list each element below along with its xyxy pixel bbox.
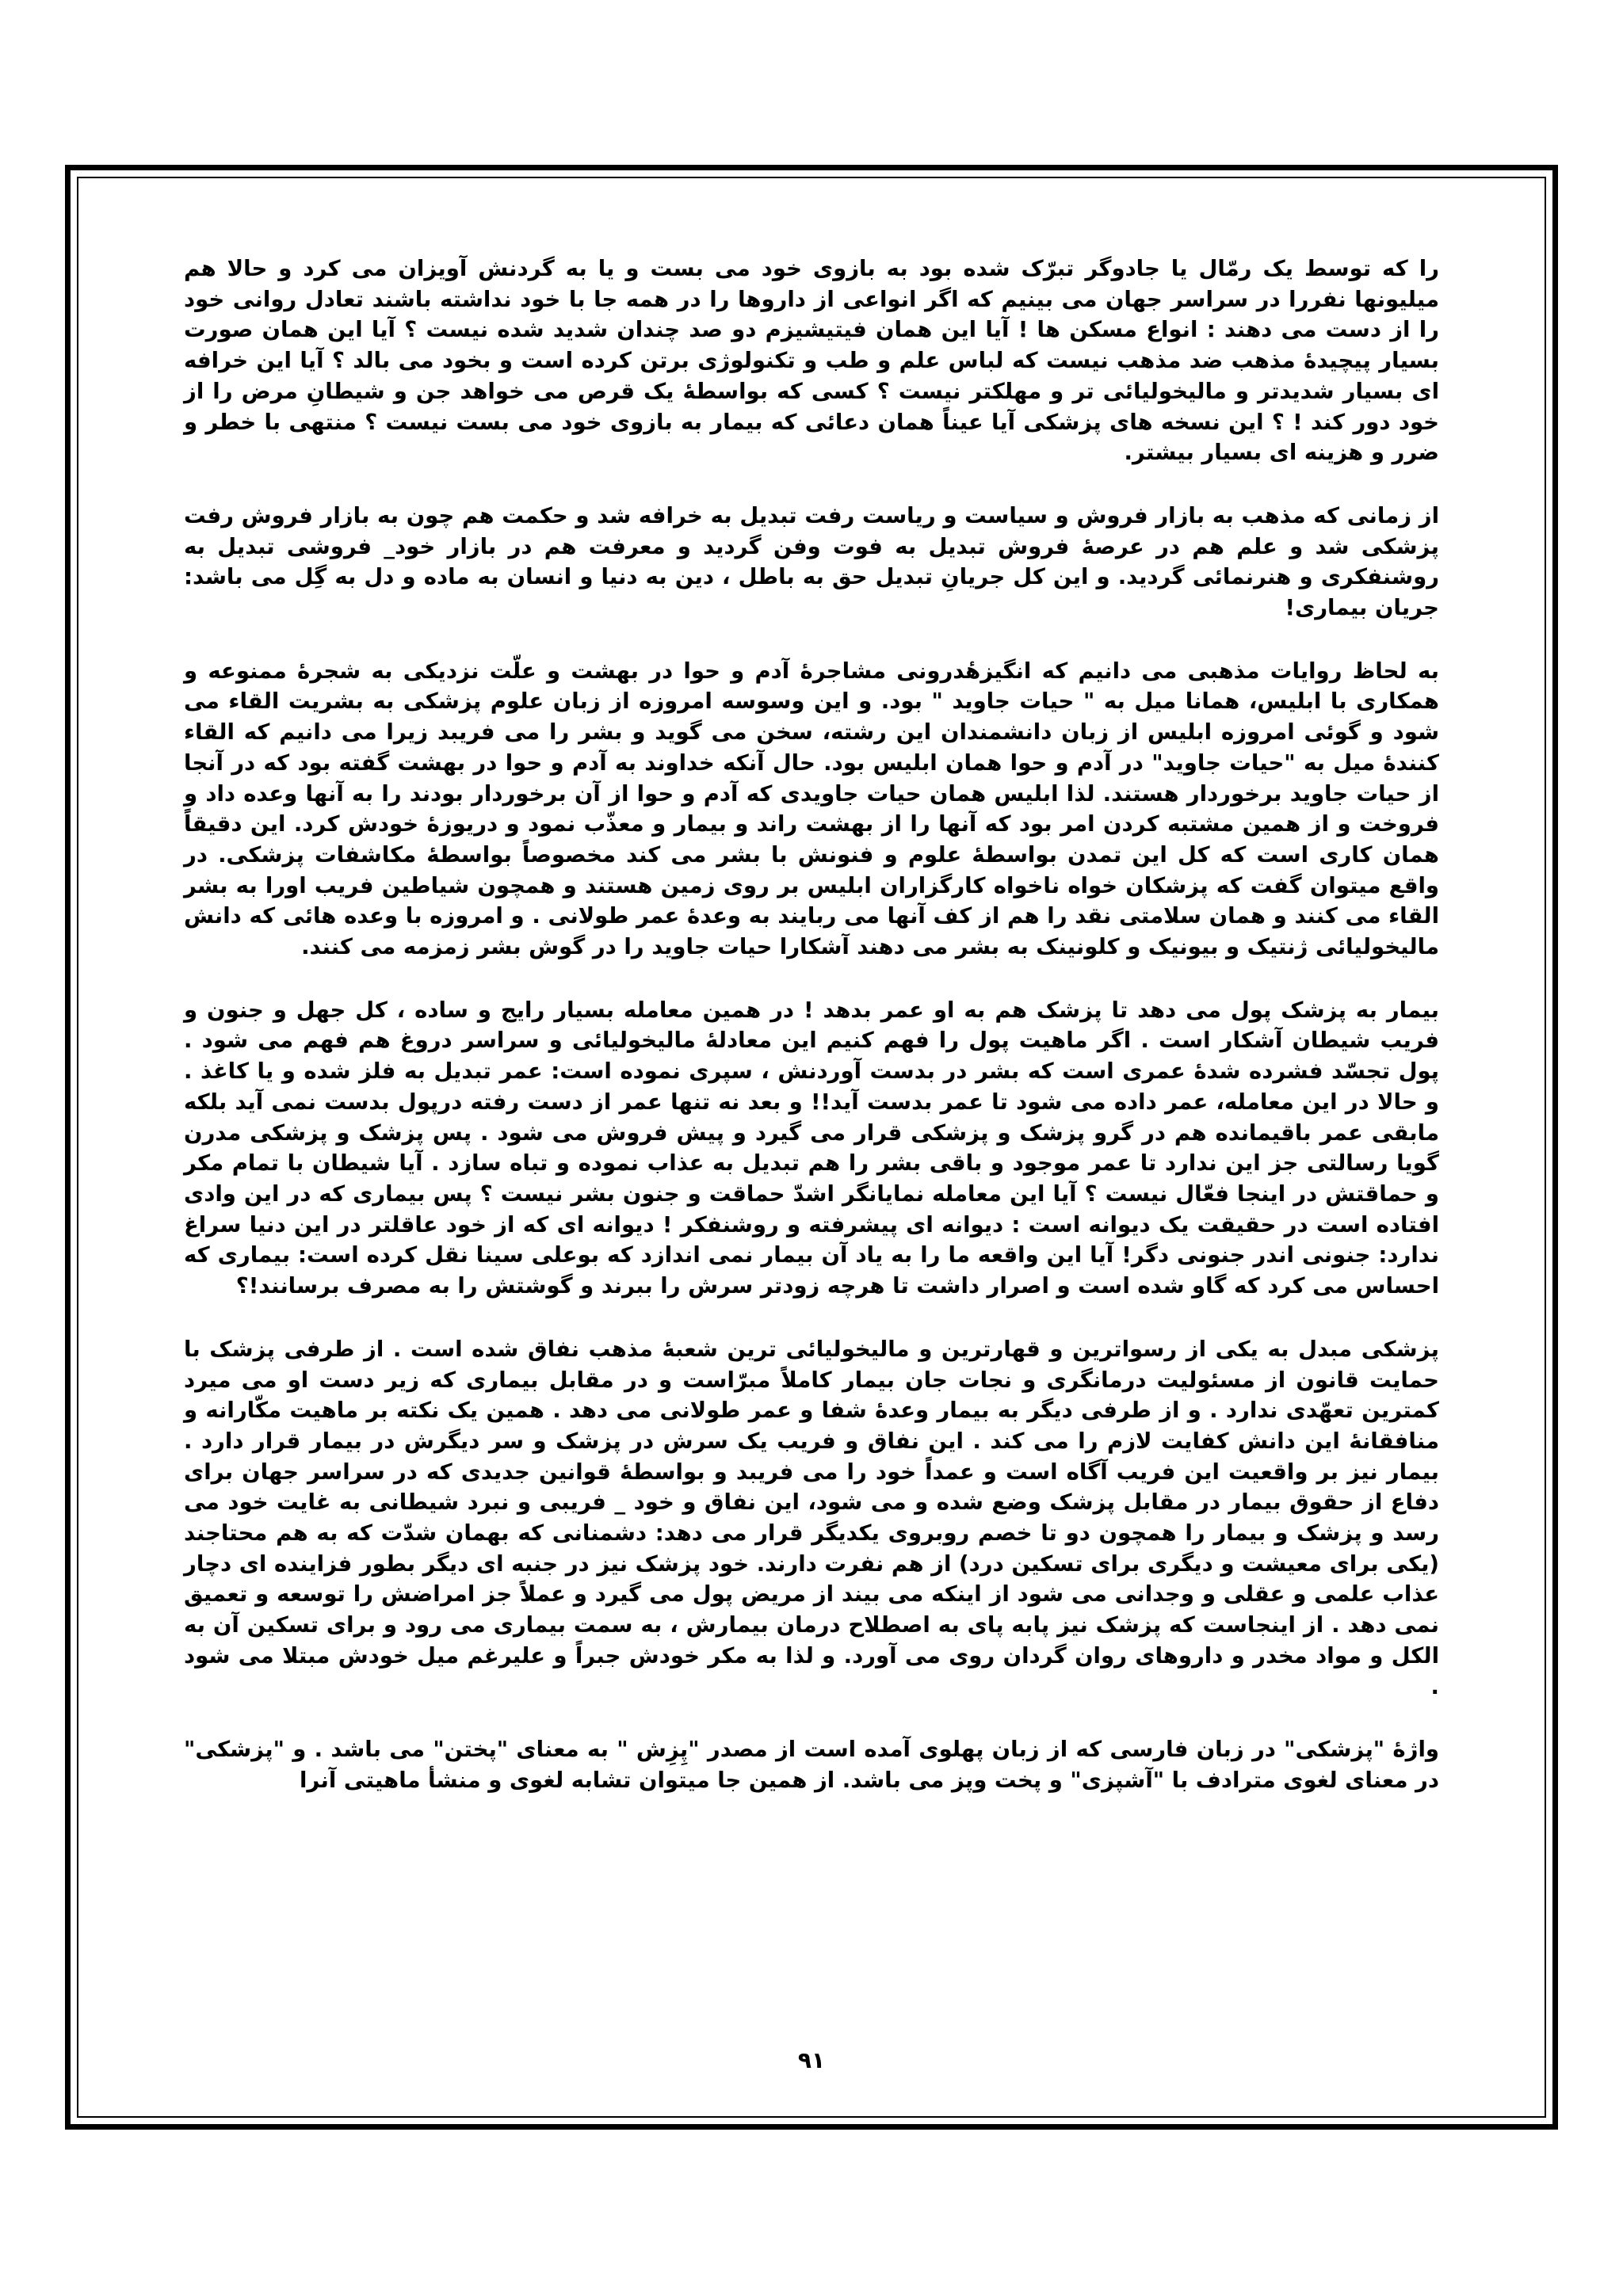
- paragraph-4: بیمار به پزشک پول می دهد تا پزشک هم به او عمر بدهد ! در همین معامله بسیار رایج و ساده ، کل جهل و جنون و فریب شیطان آشکار است . اگر ماهیت پول را فهم کنیم این معادلهٔ مالیخولیائی و سراسر دروغ هم فهم می شود . پول تجسّد فشرده شدهٔ عمری است که بشر در بدست آوردنش ، سپری نموده است: عمر تبدیل به فلز شده و یا کاغذ . و حالا در این معامله، عمر داده می شود تا عمر بدست آید!! و بعد نه تنها عمر از دست رفته درپول بدست نمی آید بلکه مابقی عمر باقیمانده هم در گرو پزشک و پزشکی قرار می گیرد و پیش فروش می شود . پس پزشک و پزشکی مدرن گویا رسالتی جز این ندارد تا عمر موجود و باقی بشر را هم تبدیل به عذاب نموده و تباه سازد . آیا شیطان با تمام مکر و حماقتش در اینجا فعّال نیست ؟ آیا این معامله نمایانگر اشدّ حماقت و جنون بشر نیست ؟ پس بیماری که در این وادی افتاده است در حقیقت یک دیوانه است : دیوانه ای پیشرفته و روشنفکر ! دیوانه ای که از خود عاقلتر در این دنیا سراغ ندارد: جنونی اندر جنونی دگر! آیا این واقعه ما را به یاد آن بیمار نمی اندازد که بوعلی سینا نقل کرده است: بیماری که احساس می کرد که گاو شده است و اصرار داشت تا هرچه زودتر سرش را ببرند و گوشتش را به مصرف برسانند!؟: [184, 997, 1439, 1299]
- paragraph-3: به لحاظ روایات مذهبی می دانیم که انگیزهٔدرونی مشاجرهٔ آدم و حوا در بهشت و علّت نزدیکی به شجرهٔ ممنوعه و همکاری با ابلیس، همانا میل به " حیات جاوید " بود. و این وسوسه امروزه از زبان علوم پزشکی به بشریت القاء می شود و گوئی امروزه ابلیس از زبان دانشمندان این رشته، سخن می گوید و بشر را می فریبد زیرا می دانیم که القاء کنندهٔ میل به "حیات جاوید" در آدم و حوا همان ابلیس بود. حال آنکه خداوند به آدم و حوا در بهشت گفته بود که در آنجا از حیات جاوید برخوردار هستند. لذا ابلیس همان حیات جاویدی که آدم و حوا از آن برخوردار بودند را به آنها وعده داد و فروخت و از همین مشتبه کردن امر بود که آنها را از بهشت راند و بیمار و معذّب نمود و دریوزهٔ خودش کرد. این دقیقاً همان کاری است که کل این تمدن بواسطهٔ علوم و فنونش با بشر می کند مخصوصاً بواسطهٔ مکاشفات پزشکی. در واقع میتوان گفت که پزشکان خواه ناخواه کارگزاران ابلیس بر روی زمین هستند و همچون شیاطین فریب اورا به بشر القاء می کنند و همان سلامتی نقد را هم از کف آنها می ربایند به وعدهٔ عمر طولانی . و امروزه با وعده هائی که دانش مالیخولیائی ژنتیک و بیونیک و کلونینک به بشر می دهند آشکارا حیات جاوید را در گوش بشر زمزمه می کنند.: [184, 658, 1439, 960]
- page-number: ۹۱: [797, 2047, 826, 2073]
- paragraph-2: از زمانی که مذهب به بازار فروش و سیاست و ریاست رفت تبدیل به خرافه شد و حکمت هم چون به بازار فروش رفت پزشکی شد و علم هم در عرصهٔ فروش تبدیل به فوت وفن گردید و معرفت هم در بازار خود_ فروشی تبدیل به روشنفکری و هنرنمائی گردید. و این کل جریانِ تبدیل حق به باطل ، دین به دنیا و انسان به ماده و دل به گِل می باشد: جریان بیماری!: [184, 502, 1439, 621]
- paragraph-5: پزشکی مبدل به یکی از رسواترین و قهارترین و مالیخولیائی ترین شعبهٔ مذهب نفاق شده است . از طرفی پزشک با حمایت قانون از مسئولیت درمانگری و نجات جان بیمار کاملاً مبرّاست و در مقابل بیماری که زیر دست او می میرد کمترین تعهّدی ندارد . و از طرفی دیگر به بیمار وعدهٔ شفا و عمر طولانی می دهد . همین یک نکته بر ماهیت مکّارانه و منافقانهٔ این دانش کفایت لازم را می کند . این نفاق و فریب یک سرش در پزشک و سر دیگرش در بیمار قرار دارد . بیمار نیز بر واقعیت این فریب آگاه است و عمداً خود را می فریبد و بواسطهٔ قوانین جدیدی که در سراسر جهان برای دفاع از حقوق بیمار در مقابل پزشک وضع شده و می شود، این نفاق و خود _ فریبی و نبرد شیطانی به غایت خود می رسد و پزشک و بیمار را همچون دو تا خصم روبروی یکدیگر قرار می دهد: دشمنانی که بهمان شدّت که به هم محتاجند (یکی برای معیشت و دیگری برای تسکین درد) از هم نفرت دارند. خود پزشک نیز در جنبه ای دیگر بطور فزاینده ای دچار عذاب علمی و عقلی و وجدانی می شود از اینکه می بیند از مریض پول می گیرد و عملاً جز امراضش را توسعه و تعمیق نمی دهد . از اینجاست که پزشک نیز پابه پای به اصطلاح درمان بیمارش ، به سمت بیماری می رود و برای تسکین آن به الکل و مواد مخدر و داروهای روان گردان روی می آورد. و لذا به مکر خودش جبراً و علیرغم میل خودش مبتلا می شود .: [184, 1336, 1439, 1699]
- paragraph-1: را كه توسط یک رمّال یا جادوگر تبرّک شده بود به بازوی خود می بست و یا به گردنش آویزان می کرد و حالا هم میلیونها نفررا در سراسر جهان می بینیم که اگر انواعی از داروها را در همه جا با خود نداشته باشند تعادل روانی خود را از دست می دهند : انواع مسکن ها ! آیا این همان فیتیشیزم دو صد چندان شدید شده نیست ؟ آیا این همان صورت بسیار پیچیدهٔ مذهب ضد مذهب نیست که لباس علم و طب و تکنولوژی برتن کرده است و بخود می بالد ؟ آیا این خرافه ای بسیار شدیدتر و مالیخولیائی تر و مهلکتر نیست ؟ کسی که بواسطهٔ یک قرص می خواهد جن و شیطانِ مرض را از خود دور کند ! ؟ این نسخه های پزشکی آیا عیناً همان دعائی که بیمار به بازوی خود می بست نیست ؟ منتهی با خطر و ضرر و هزینه ای بسیار بیشتر.: [184, 256, 1439, 466]
- document-body: [184, 254, 1439, 1829]
- paragraph-6: واژهٔ "پزشکی" در زبان فارسی که از زبان پهلوی آمده است از مصدر "پِزِش " به معنای "پختن" می باشد . و "پزشکی" در معنای لغوی مترادف با "آشپزی" و پخت وپز می باشد. از همین جا میتوان تشابه لغوی و منشأ ماهیتی آنرا: [184, 1737, 1439, 1793]
